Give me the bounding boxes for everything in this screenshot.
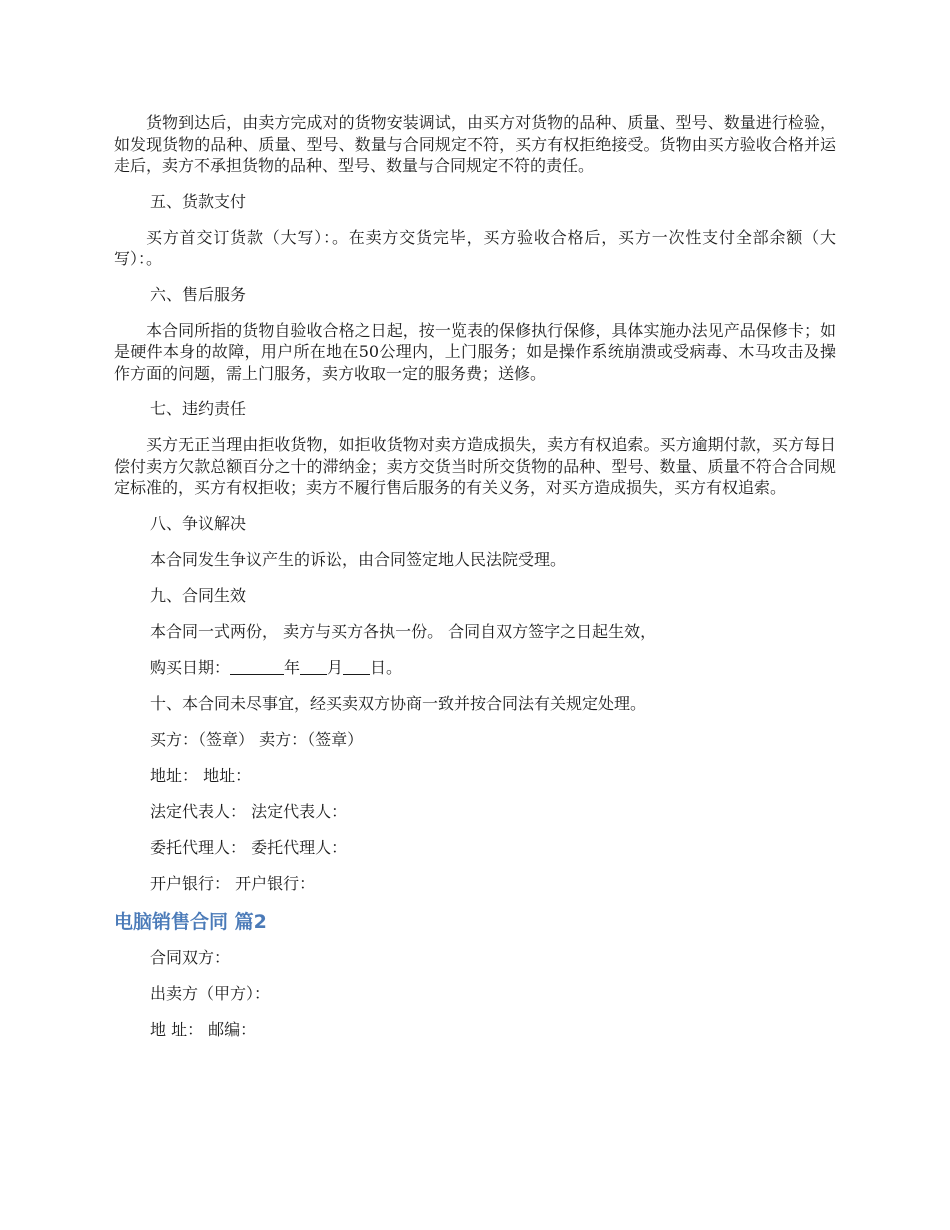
year-blank: [230, 658, 284, 675]
effect-paragraph: 本合同一式两份， 卖方与买方各执一份。 合同自双方签字之日起生效，: [150, 621, 657, 641]
section-effect-title: 九、合同生效: [150, 585, 247, 605]
liability-paragraph: 买方无正当理由拒收货物，如拒收货物对卖方造成损失，卖方有权追索。买方逾期付款，买方每日偿付卖方欠款总额百分之十的滞纳金；卖方交货当时所交货物的品种、型号、数量、质量不符合合同规定标准的，买方有权拒收；卖方不履行售后服务的有关义务，对买方造成损失，买方有权追索。: [114, 435, 836, 497]
month-blank: [300, 658, 327, 675]
purchase-date-label: 购买日期：: [150, 657, 231, 677]
signature-bank: 开户银行： 开户银行：: [150, 873, 316, 893]
section-liability-title: 七、违约责任: [150, 399, 247, 418]
section-after-sales-title: 六、售后服务: [150, 284, 247, 304]
contract-2-address: 地 址： 邮编：: [150, 1019, 257, 1039]
inspection-paragraph: 货物到达后，由卖方完成对的货物安装调试，由买方对货物的品种、质量、型号、数量进行检验，如发现货物的品种、质量、型号、数量与合同规定不符，买方有权拒绝接受。货物由买方验收合格并运走后，卖方不承担货物的品种、型号、数量与合同规定不符的责任。: [114, 113, 836, 175]
signature-legal-rep: 法定代表人： 法定代表人：: [150, 801, 348, 821]
section-misc-clause: 十、本合同未尽事宜，经买卖双方协商一致并按合同法有关规定处理。: [150, 693, 647, 713]
section-payment-title: 五、货款支付: [150, 191, 247, 211]
section-dispute-title: 八、争议解决: [150, 513, 247, 533]
month-label: 月: [327, 657, 344, 677]
purchase-date-line: [114, 657, 836, 679]
signature-agent: 委托代理人： 委托代理人：: [150, 837, 348, 857]
after-sales-paragraph: 本合同所指的货物自验收合格之日起，按一览表的保修执行保修，具体实施办法见产品保修卡；如是硬件本身的故障，用户所在地在50公理内，上门服务；如是操作系统崩溃或受病毒、木马攻击及操作方面的问题，需上门服务，卖方收取一定的服务费；送修。: [114, 320, 836, 383]
day-blank: [343, 658, 370, 675]
contract-2-heading: 电脑销售合同 篇2: [114, 910, 267, 933]
contract-2-parties: 合同双方：: [150, 947, 231, 967]
payment-paragraph: 买方首交订货款（大写）：。在卖方交货完毕，买方验收合格后，买方一次性支付全部余额（大写）：。: [114, 227, 836, 268]
dispute-paragraph: 本合同发生争议产生的诉讼，由合同签定地人民法院受理。: [150, 549, 567, 569]
document-body: [114, 112, 836, 1055]
year-label: 年: [284, 657, 301, 677]
signature-address: 地址： 地址：: [150, 765, 252, 785]
day-label: 日。: [370, 657, 403, 677]
contract-2-seller: 出卖方（甲方）：: [150, 983, 271, 1003]
signature-parties: 买方：（签章） 卖方：（签章）: [150, 729, 364, 749]
